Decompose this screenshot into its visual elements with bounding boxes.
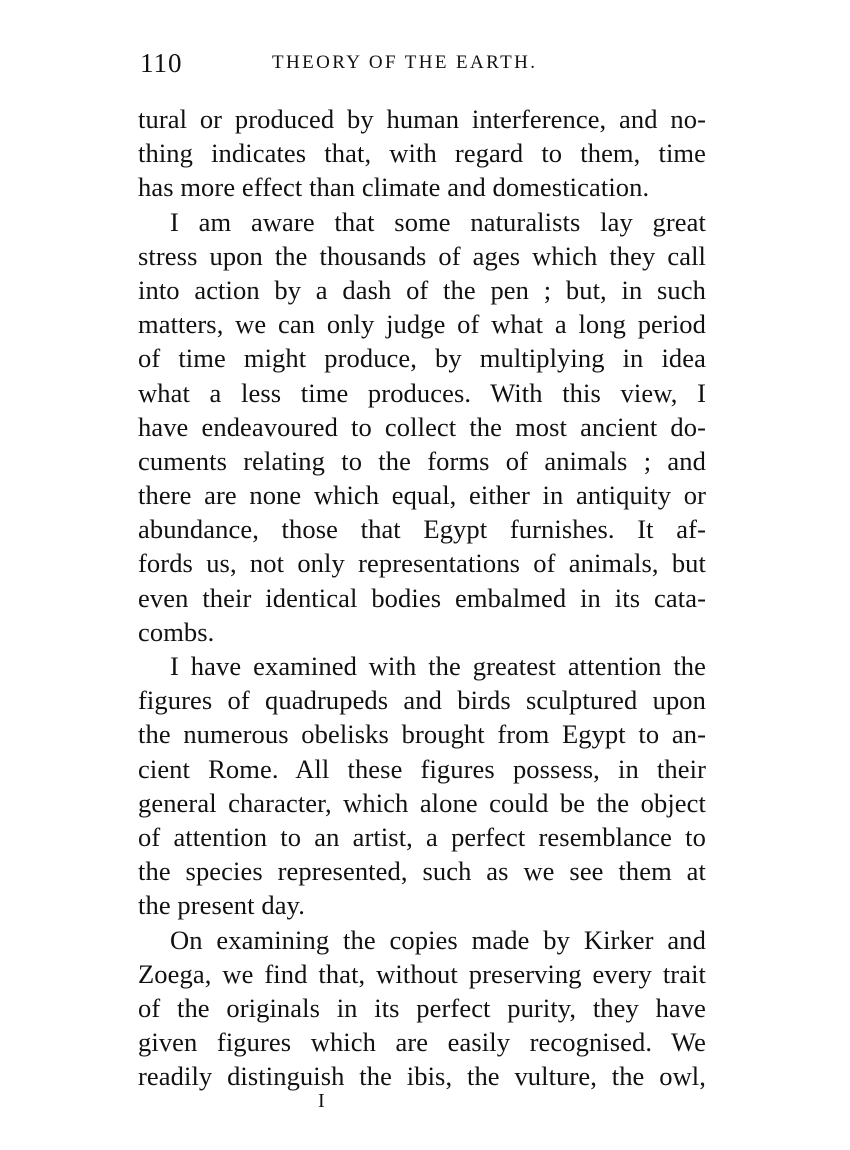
text-line: even their identical bodies embalmed in its cata- bbox=[138, 582, 706, 613]
body-text bbox=[138, 102, 706, 1093]
text-line: the numerous obelisks brought from Egypt to an- bbox=[138, 719, 706, 750]
text-line: tural or produced by human interference, and no- bbox=[138, 104, 706, 134]
page-number: 110 bbox=[140, 48, 183, 78]
running-head-title: THEORY OF THE EARTH. bbox=[272, 52, 538, 73]
text-line: the present day. bbox=[138, 890, 305, 921]
paragraph-start-line: On examining the copies made by Kirker and bbox=[170, 924, 706, 955]
paragraph-start-line: I am aware that some naturalists lay great bbox=[170, 206, 706, 237]
text-line: cient Rome. All these figures possess, in their bbox=[138, 753, 706, 784]
text-line: of attention to an artist, a perfect resemblance to bbox=[138, 821, 706, 852]
text-line: what a less time produces. With this view, I bbox=[138, 377, 706, 408]
text-line: stress upon the thousands of ages which they call bbox=[138, 240, 706, 271]
text-line: fords us, not only representations of animals, but bbox=[138, 548, 706, 579]
text-line: figures of quadrupeds and birds sculptured upon bbox=[138, 685, 706, 716]
text-line: combs. bbox=[138, 616, 215, 647]
text-line: matters, we can only judge of what a long period bbox=[138, 309, 706, 340]
text-line: of time might produce, by multiplying in idea bbox=[138, 343, 706, 374]
text-line: there are none which equal, either in antiquity or bbox=[138, 480, 706, 511]
running-head bbox=[140, 48, 700, 82]
text-line: general character, which alone could be the object bbox=[138, 787, 706, 818]
text-line: into action by a dash of the pen ; but, in such bbox=[138, 274, 706, 305]
text-line: abundance, those that Egypt furnishes. It af- bbox=[138, 514, 706, 545]
text-line: cuments relating to the forms of animals ; and bbox=[138, 445, 706, 476]
text-line: thing indicates that, with regard to them, time bbox=[138, 138, 706, 169]
text-line: the species represented, such as we see them at bbox=[138, 856, 706, 887]
paragraph-start-line: I have examined with the greatest attention the bbox=[170, 651, 706, 681]
signature-mark: I bbox=[318, 1090, 325, 1112]
text-line: have endeavoured to collect the most ancient do- bbox=[138, 411, 706, 442]
text-line: has more effect than climate and domestication. bbox=[138, 172, 650, 203]
text-line: of the originals in its perfect purity, they have bbox=[138, 992, 706, 1023]
text-line: Zoega, we find that, without preserving every trait bbox=[138, 958, 706, 989]
text-line: given figures which are easily recognised. We bbox=[138, 1027, 706, 1058]
text-line: readily distinguish the ibis, the vulture, the owl, bbox=[138, 1061, 706, 1092]
